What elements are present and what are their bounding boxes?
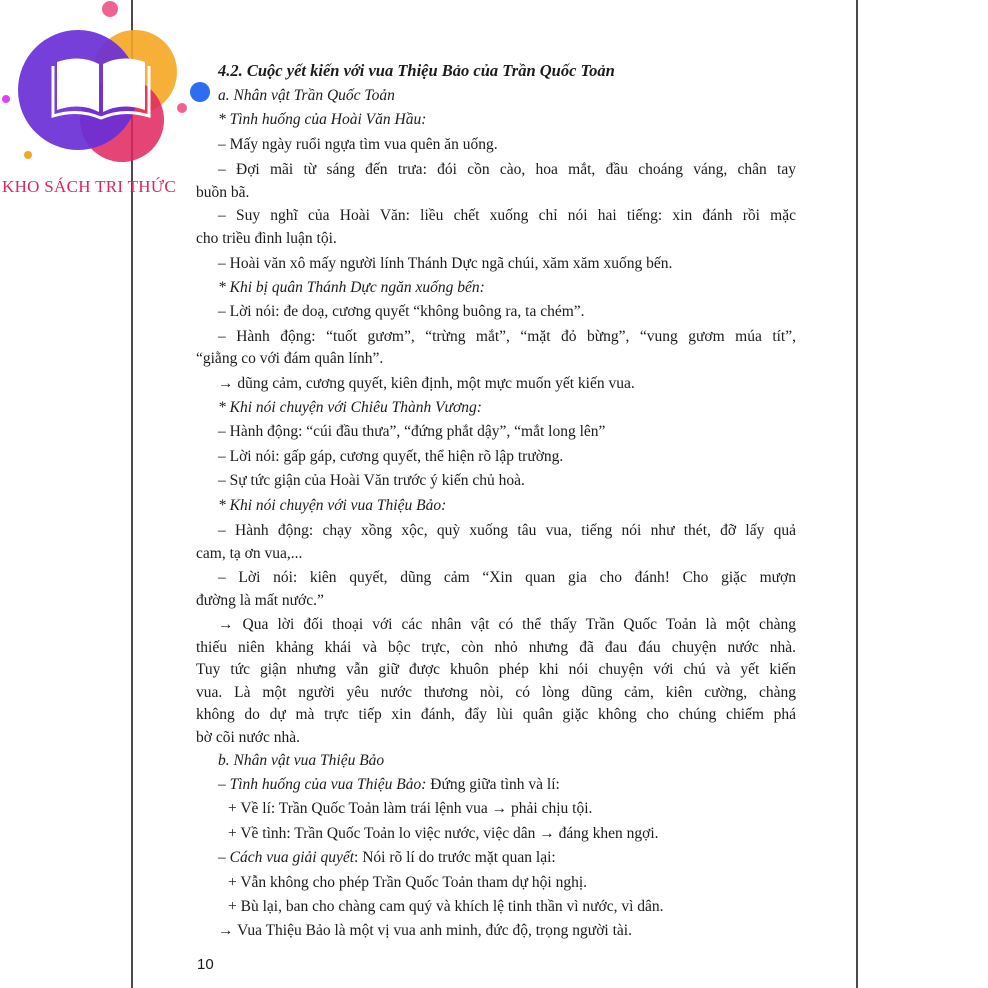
text-line: – Hành động: chạy xồng xộc, quỳ xuống tâu vua, tiếng nói như thét, đỡ lấy quả	[218, 522, 796, 539]
page-right-border	[856, 0, 858, 988]
inline-label: Tình huống của vua Thiệu Bảo:	[229, 776, 427, 793]
inline-text: : Nói rõ lí do trước mặt quan lại:	[354, 849, 556, 866]
text-line: – Đợi mãi từ sáng đến trưa: đói cồn cào, hoa mắt, đầu choáng váng, chân tay	[218, 161, 796, 178]
text-line: bờ cõi nước nhà.	[196, 729, 300, 746]
inline-label: Cách vua giải quyết	[229, 849, 355, 866]
page-number: 10	[197, 956, 214, 973]
text-line: – Lời nói: đe doạ, cương quyết “không buông ra, ta chém”.	[218, 303, 585, 320]
logo	[0, 0, 215, 200]
text-line: – Sự tức giận của Hoài Văn trước ý kiến chủ hoà.	[218, 472, 525, 489]
text-line: vua. Là một người yêu nước thương nòi, có lòng dũng cảm, kiên cường, chàng	[196, 684, 796, 701]
inline-text: Đứng giữa tình và lí:	[426, 776, 560, 793]
text-line: + Vẫn không cho phép Trần Quốc Toản tham dự hội nghị.	[228, 874, 588, 891]
text-line: → Vua Thiệu Bảo là một vị vua anh minh, đức độ, trọng người tài.	[218, 922, 632, 939]
subsection-heading: a. Nhân vật Trần Quốc Toản	[218, 87, 395, 104]
text-line: cho triều đình luận tội.	[196, 230, 337, 247]
text-line: → Qua lời đối thoại với các nhân vật có thể thấy Trần Quốc Toản là một chàng	[218, 616, 796, 633]
text-line: đường là mất nước.”	[196, 592, 324, 609]
text-line: – Hành động: “cúi đầu thưa”, “đứng phắt dậy”, “mắt long lên”	[218, 423, 606, 440]
topic-heading: * Khi nói chuyện với vua Thiệu Bảo:	[218, 497, 447, 514]
text-line: – Lời nói: kiên quyết, dũng cảm “Xin quan gia cho đánh! Cho giặc mượn	[218, 569, 796, 586]
text-line: buồn bã.	[196, 184, 250, 201]
text-line: – Lời nói: gấp gáp, cương quyết, thể hiện rõ lập trường.	[218, 448, 564, 465]
section-heading: 4.2. Cuộc yết kiến với vua Thiệu Bảo của Trần Quốc Toản	[218, 61, 615, 80]
text-line: + Về tình: Trần Quốc Toản lo việc nước, việc dân → đáng khen ngợi.	[228, 825, 659, 842]
book-logo-icon	[0, 0, 215, 200]
text-line: – Mấy ngày ruổi ngựa tìm vua quên ăn uống.	[218, 136, 498, 153]
topic-heading: * Tình huống của Hoài Văn Hầu:	[218, 111, 427, 128]
text-line: Tuy tức giận nhưng vẫn giữ được khuôn phép khi nói chuyện với chú và yết kiến	[196, 661, 796, 678]
text-line: cam, tạ ơn vua,...	[196, 545, 303, 562]
dash: –	[218, 849, 230, 866]
text-line: – Hoài văn xô mấy người lính Thánh Dực ngã chúi, xăm xăm xuống bến.	[218, 255, 673, 272]
topic-heading: * Khi nói chuyện với Chiêu Thành Vương:	[218, 399, 482, 416]
text-line: không do dự mà trực tiếp xin đánh, đẩy lùi quân giặc không cho chúng chiếm phá	[196, 706, 796, 723]
text-line: + Về lí: Trần Quốc Toản làm trái lệnh vua → phải chịu tội.	[228, 800, 593, 817]
text-line: + Bù lại, ban cho chàng cam quý và khích lệ tinh thần vì nước, vì dân.	[228, 898, 664, 915]
text-line	[218, 776, 560, 794]
subsection-heading: b. Nhân vật vua Thiệu Bảo	[218, 752, 385, 769]
text-line: – Hành động: “tuốt gươm”, “trừng mắt”, “mặt đỏ bừng”, “vung gươm múa tít”,	[218, 328, 796, 345]
text-line: thiếu niên khảng khái và bộc trực, còn nhỏ nhưng đã đau đáu chuyện nước nhà.	[196, 639, 796, 656]
watermark-text: KHO SÁCH TRI THỨC	[2, 177, 176, 196]
dash: –	[218, 776, 230, 793]
text-line: “giằng co với đám quân lính”.	[196, 350, 384, 367]
topic-heading: * Khi bị quân Thánh Dực ngăn xuống bến:	[218, 279, 485, 296]
text-line: → dũng cảm, cương quyết, kiên định, một mực muốn yết kiến vua.	[218, 375, 635, 392]
text-line	[218, 849, 556, 867]
text-line: – Suy nghĩ của Hoài Văn: liều chết xuống chỉ nói hai tiếng: xin đánh rồi mặc	[218, 207, 796, 224]
